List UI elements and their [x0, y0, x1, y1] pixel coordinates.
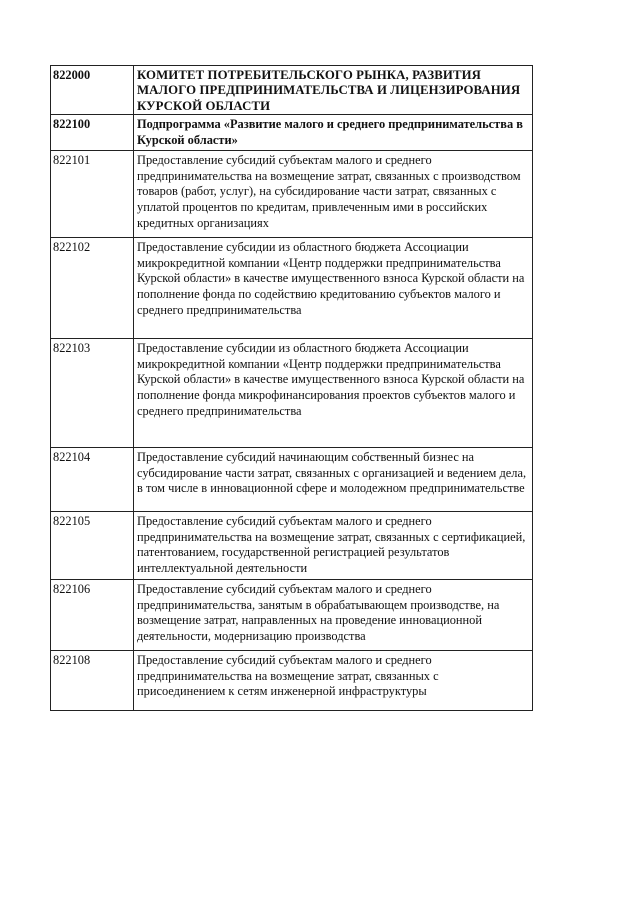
row-code: 822104 [51, 448, 134, 512]
row-code: 822105 [51, 512, 134, 580]
table-row [51, 512, 533, 580]
row-code: 822000 [51, 66, 134, 115]
row-description: Предоставление субсидии из областного бюджета Ассоциации микрокредитной компании «Центр поддержки предпринимательства Курской области» в качестве имущественного взноса Курской области на пополнение фонда по содействию кредитованию субъектов малого и среднего предпринимательства [134, 238, 533, 339]
table-row [51, 151, 533, 238]
table-row [51, 580, 533, 651]
table-row [51, 651, 533, 711]
row-description: Предоставление субсидий субъектам малого и среднего предпринимательства на возмещение затрат, связанных с присоединением к сетям инженерной инфраструктуры [134, 651, 533, 711]
table-row [51, 238, 533, 339]
row-description: КОМИТЕТ ПОТРЕБИТЕЛЬСКОГО РЫНКА, РАЗВИТИЯ МАЛОГО ПРЕДПРИНИМАТЕЛЬСТВА И ЛИЦЕНЗИРОВАНИЯ КУРСКОЙ ОБЛАСТИ [134, 66, 533, 115]
row-code: 822101 [51, 151, 134, 238]
row-description: Предоставление субсидий субъектам малого и среднего предпринимательства, занятым в обрабатывающем производстве, на возмещение затрат, направленных на проведение инновационной деятельности, модернизацию производства [134, 580, 533, 651]
row-code: 822100 [51, 115, 134, 151]
row-code: 822108 [51, 651, 134, 711]
row-code: 822103 [51, 339, 134, 448]
table-row-subprogram [51, 115, 533, 151]
table-row-committee [51, 66, 533, 115]
row-code: 822102 [51, 238, 134, 339]
row-description: Подпрограмма «Развитие малого и среднего предпринимательства в Курской области» [134, 115, 533, 151]
table-row [51, 448, 533, 512]
row-description: Предоставление субсидий субъектам малого и среднего предпринимательства на возмещение затрат, связанных с сертификацией, патентованием, государственной регистрацией результатов интеллектуальной деятельности [134, 512, 533, 580]
row-description: Предоставление субсидий субъектам малого и среднего предпринимательства на возмещение затрат, связанных с производством товаров (работ, услуг), на субсидирование части затрат, связанных с уплатой процентов по кредитам, привлеченным ими в российских кредитных организациях [134, 151, 533, 238]
row-code: 822106 [51, 580, 134, 651]
budget-classification-table [50, 65, 533, 711]
row-description: Предоставление субсидии из областного бюджета Ассоциации микрокредитной компании «Центр поддержки предпринимательства Курской области» в качестве имущественного взноса Курской области на пополнение фонда микрофинансирования проектов субъектов малого и среднего предпринимательства [134, 339, 533, 448]
table-row [51, 339, 533, 448]
row-description: Предоставление субсидий начинающим собственный бизнес на субсидирование части затрат, связанных с организацией и ведением дела, в том числе в инновационной сфере и молодежном предпринимательстве [134, 448, 533, 512]
